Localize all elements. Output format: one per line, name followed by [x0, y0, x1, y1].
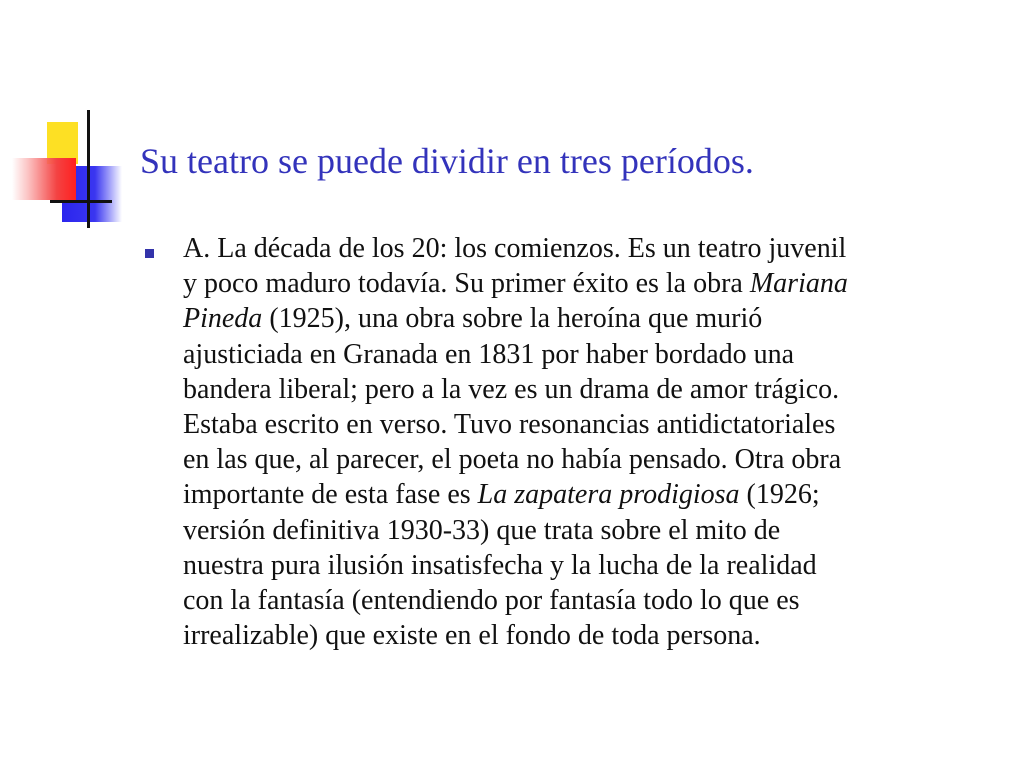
- work-title-italic: La zapatera prodigiosa: [477, 479, 740, 511]
- bullet-item: [145, 231, 1005, 653]
- bullet-text-line: [183, 513, 1005, 548]
- text-segment: y poco maduro todavía. Su primer éxito es la obra: [183, 268, 750, 300]
- text-segment: versión definitiva 1930-33) que trata sobre el mito de: [183, 514, 781, 546]
- text-segment: bandera liberal; pero a la vez es un drama de amor trágico.: [183, 373, 840, 405]
- bullet-list: [145, 231, 1005, 653]
- bullet-text-line: [183, 266, 1005, 301]
- bullet-text-line: [183, 477, 1005, 512]
- bullet-text-line: [183, 583, 1005, 618]
- bullet-text-line: [183, 301, 1005, 336]
- text-segment: nuestra pura ilusión insatisfecha y la lucha de la realidad: [183, 549, 817, 581]
- work-title-italic: Mariana: [749, 268, 848, 300]
- text-segment: (1926;: [739, 479, 820, 511]
- bullet-text-line: [183, 548, 1005, 583]
- slide-title: Su teatro se puede dividir en tres períodos.: [140, 141, 754, 181]
- deco-red-bar: [12, 158, 76, 200]
- text-segment: en las que, al parecer, el poeta no había pensado. Otra obra: [183, 444, 842, 476]
- decorative-ornament: [0, 0, 140, 240]
- bullet-text-line: [183, 407, 1005, 442]
- text-segment: irrealizable) que existe en el fondo de toda persona.: [183, 620, 761, 652]
- bullet-text-line: [183, 337, 1005, 372]
- square-bullet-icon: [145, 249, 154, 258]
- bullet-text-line: [183, 372, 1005, 407]
- text-segment: A. La década de los 20: los comienzos. Es un teatro juvenil: [183, 233, 847, 264]
- text-segment: importante de esta fase es: [183, 479, 478, 511]
- deco-vertical-line: [87, 110, 90, 228]
- bullet-text-line: [183, 618, 1005, 653]
- bullet-text-line: [183, 231, 1005, 266]
- bullet-text: [183, 231, 1005, 653]
- text-segment: con la fantasía (entendiendo por fantasía todo lo que es: [183, 585, 800, 617]
- text-segment: (1925), una obra sobre la heroína que murió: [262, 303, 763, 335]
- text-segment: Estaba escrito en verso. Tuvo resonancias antidictatoriales: [183, 409, 836, 441]
- bullet-text-line: [183, 442, 1005, 477]
- deco-horizontal-line: [50, 200, 112, 203]
- text-segment: ajusticiada en Granada en 1831 por haber bordado una: [183, 338, 795, 370]
- work-title-italic: Pineda: [183, 303, 263, 335]
